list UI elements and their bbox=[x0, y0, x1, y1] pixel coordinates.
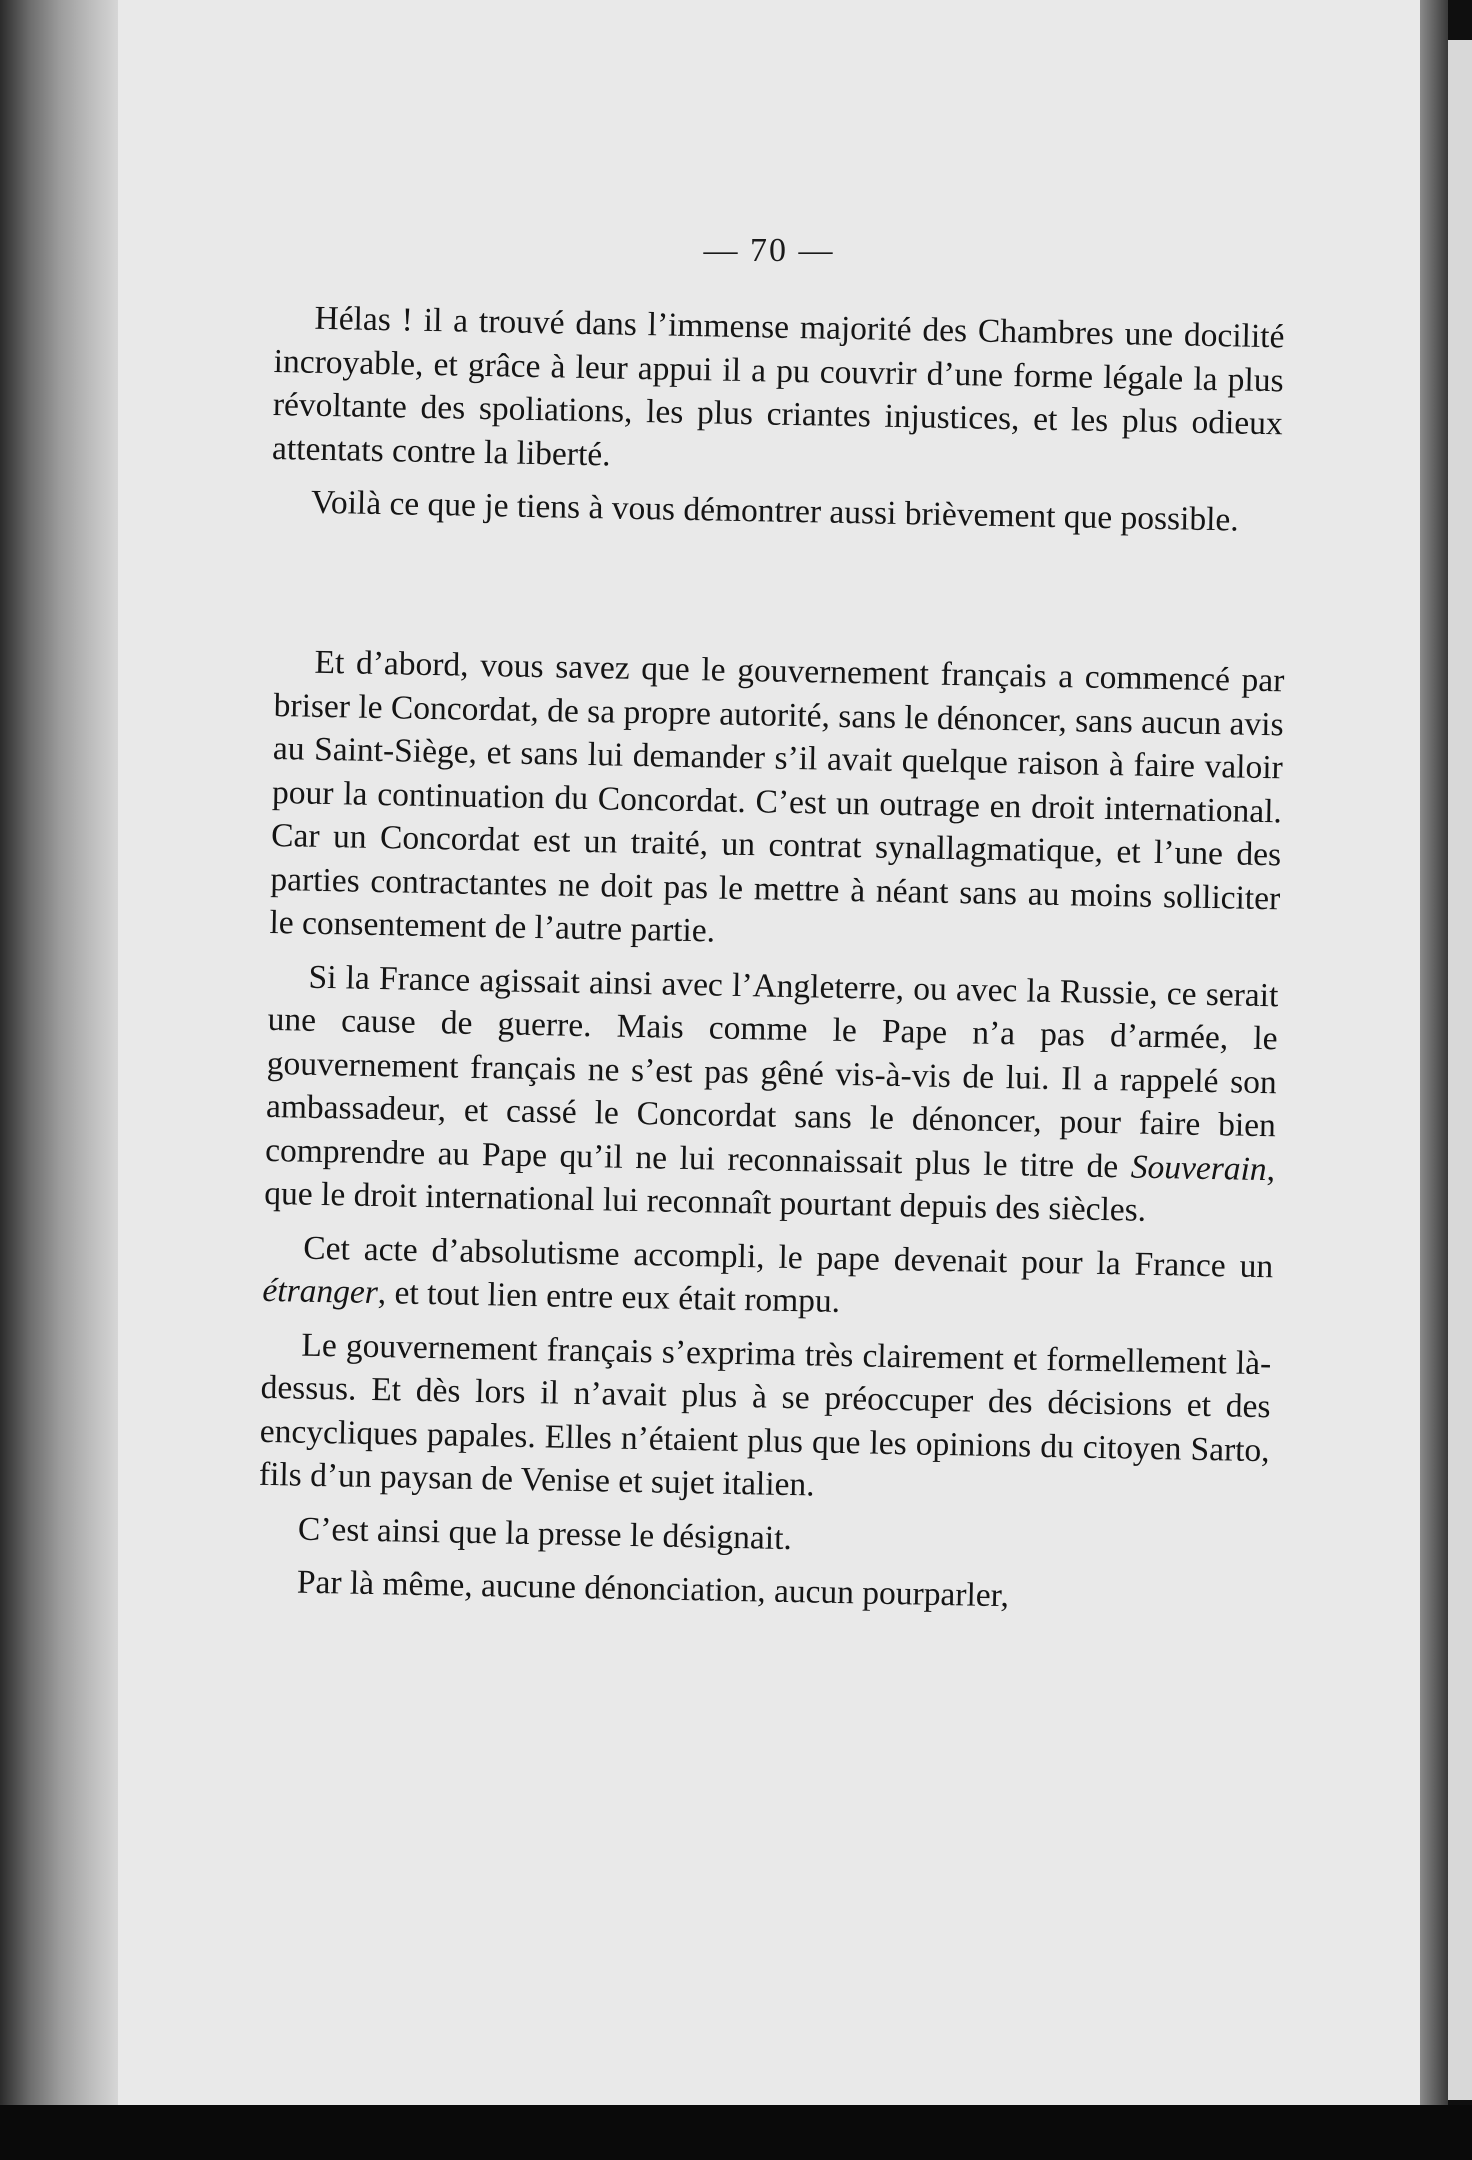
paragraph-3: Et d’abord, vous savez que le gouvernement français a commencé par briser le Concordat, de sa propre autorité, sans le dénoncer, sans aucun avis au Saint-Siège, et sans lui demander s’il avait quelque raison à faire valoir pour la continuation du Concordat. C’est un outrage en droit international. Car un Concordat est un traité, un contrat synallagmatique, et l’une des parties contractantes ne doit pas le mettre à néant sans au moins solliciter le consentement de l’autre partie. bbox=[269, 643, 1285, 950]
book-page-edge-left bbox=[0, 0, 118, 2105]
text-section-1 bbox=[270, 296, 1284, 553]
paragraph-4-part-2: , que le droit international lui reconnaît pourtant depuis des siècles. bbox=[264, 1150, 1276, 1229]
scan-bottom-border bbox=[0, 2105, 1472, 2160]
paragraph-4-part-1: Si la France agissait ainsi avec l’Angleterre, ou avec la Russie, ce serait une cause de guerre. Mais comme le Pape n’a pas d’armée, le gouvernement français ne s’est pas gêné vis-à-vis de lui. Il a rappelé son ambassadeur, et cassé le Concordat sans le dénoncer, pour faire bien comprendre au Pape qu’il ne lui reconnaissait plus le titre de bbox=[264, 958, 1279, 1186]
next-page-strip bbox=[1448, 40, 1472, 2100]
paragraph-6: Le gouvernement français s’exprima très clairement et formellement là-dessus. Et dès lors il n’avait plus à se préoccuper des décisions et des encycliques papales. Elles n’étaient plus que les opinions du citoyen Sarto, fils d’un paysan de Venise et sujet italien. bbox=[258, 1326, 1272, 1504]
paragraph-2: Voilà ce que je tiens à vous démontrer aussi brièvement que possible. bbox=[310, 483, 1240, 539]
paragraph-8: Par là même, aucune dénonciation, aucun pourparler, bbox=[296, 1563, 1010, 1615]
paragraph-5 bbox=[262, 1225, 1273, 1331]
paragraph-5-part-1: Cet acte d’absolutisme accompli, le pape devenait pour la France un bbox=[302, 1229, 1274, 1285]
paragraph-5-italic: étranger bbox=[262, 1271, 379, 1312]
paragraph-1: Hélas ! il a trouvé dans l’immense majorité des Chambres une docilité incroyable, et grâce à leur appui il a pu couvrir d’une forme légale la plus révoltante des spoliations, les plus criantes injustices, et les plus odieux attentats contre la liberté. bbox=[271, 299, 1285, 473]
paragraph-5-part-2: , et tout lien entre eux était rompu. bbox=[377, 1274, 841, 1320]
paragraph-4-italic: Souverain bbox=[1130, 1148, 1268, 1188]
paragraph-7: C’est ainsi que la presse le désignait. bbox=[297, 1510, 793, 1557]
page-number: — 70 — bbox=[703, 232, 835, 269]
book-page-edge-right bbox=[1420, 0, 1448, 2105]
paragraph-4 bbox=[264, 954, 1279, 1234]
text-section-2 bbox=[256, 640, 1285, 1633]
